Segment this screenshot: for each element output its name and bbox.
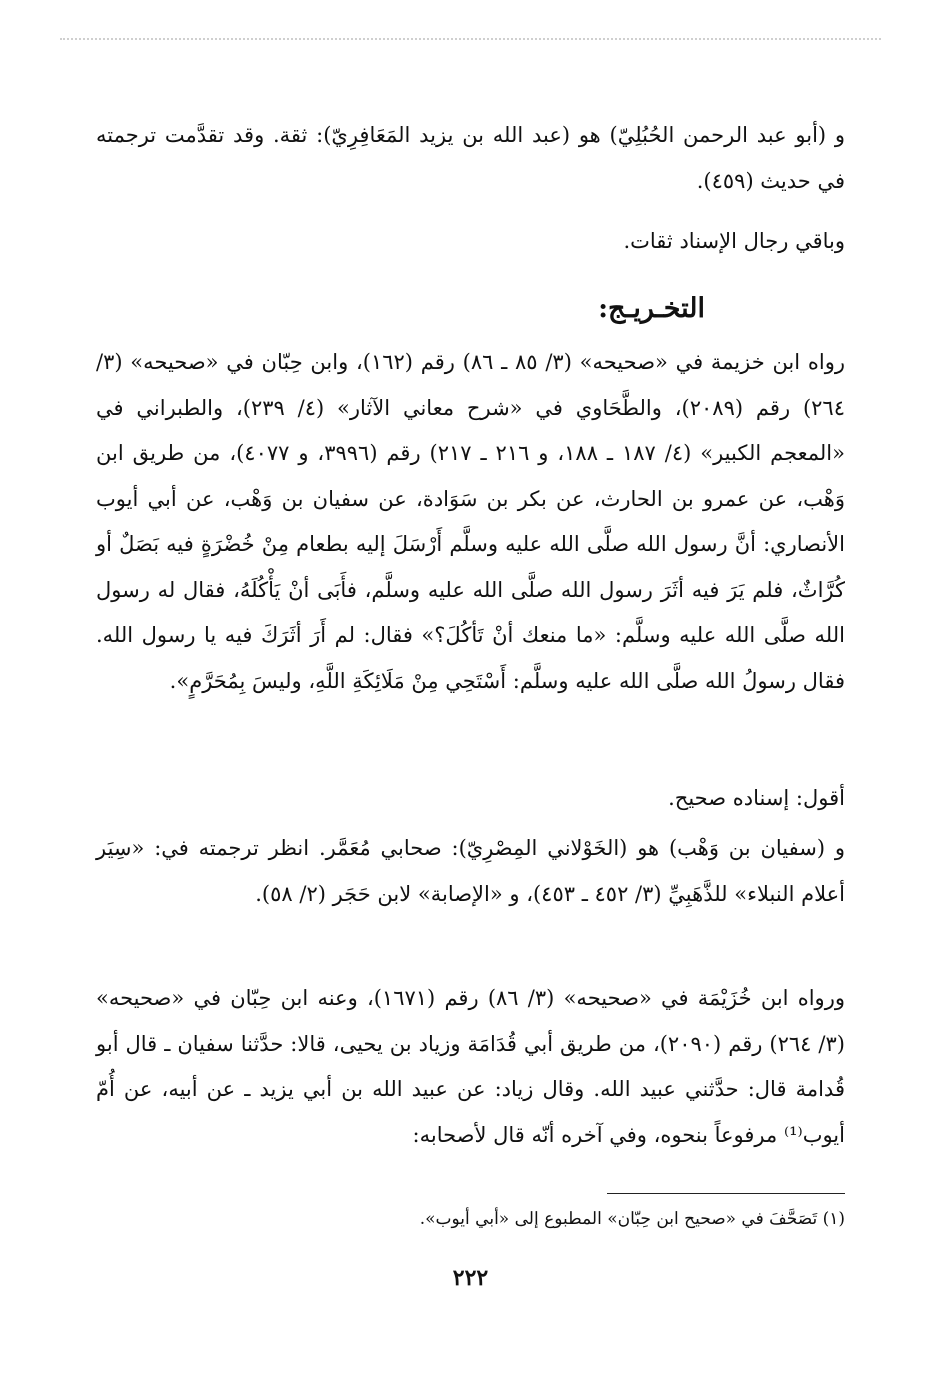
footnote-separator [607, 1193, 845, 1194]
page-number: ٢٢٢ [452, 1265, 489, 1291]
paragraph-sufyan-bin-wahb: و (سفيان بن وَهْب) هو (الخَوْلاني المِصْرِيّ): صحابي مُعَمَّر. انظر ترجمته في: «سِيَر أعلام النبلاء» للذَّهَبِيِّ (٣/ ٤٥٢ ـ ٤٥٣)، و «الإصابة» لابن حَجَر (٢/ ٥٨). [96, 836, 845, 906]
paragraph-isnad-verdict: أقول: إسناده صحيح. [668, 786, 845, 810]
paragraph-abu-abd-al-rahman: و (أبو عبد الرحمن الحُبُلِيّ) هو (عبد الله بن يزيد المَعَافِرِيّ): ثقة. وقد تقدَّمت ترجمته في حديث (٤٥٩). [96, 123, 845, 193]
paragraph-ibn-khuzaymah-second: ورواه ابن خُزَيْمَة في «صحيحه» (٣/ ٨٦) رقم (١٦٧١)، وعنه ابن حِبّان في «صحيحه» (٣/ ٢٦٤) رقم (٢٠٩٠)، من طريق أبي قُدَامَة وزياد بن يحيى، قالا: حدَّثنا سفيان ـ قال أبو قُدامة قال: حدَّثني عبيد الله. وقال زياد: عن عبيد الله بن أبي يزيد ـ عن أبيه، عن أُمّ أيوب⁽¹⁾ مرفوعاً بنحوه، وفي آخره أنّه قال لأصحابه: [96, 986, 845, 1147]
footnote-1: (١) تَصَحَّفَ في «صحيح ابن حِبّان» المطبوع إلى «أبي أيوب». [419, 1209, 845, 1229]
scan-border-speckle [60, 38, 881, 40]
paragraph-takhrij-main: رواه ابن خزيمة في «صحيحه» (٣/ ٨٥ ـ ٨٦) رقم (١٦٢)، وابن حِبّان في «صحيحه» (٣/ ٢٦٤) رقم (٢٠٨٩)، والطَّحَاوي في «شرح معاني الآثار» (٤/ ٢٣٩)، والطبراني في «المعجم الكبير» (٤/ ١٨٧ ـ ١٨٨، و ٢١٦ ـ ٢١٧) رقم (٣٩٩٦، و ٤٠٧٧)، من طريق ابن وَهْب، عن عمرو بن الحارث، عن بكر بن سَوَادة، عن سفيان بن وَهْب، عن أبي أيوب الأنصاري: أنَّ رسول الله صلَّى الله عليه وسلَّم أَرْسَلَ إليه بطعام مِنْ خُضْرَةٍ فيه بَصَلٌ أو كُرَّاثٌ، فلم يَرَ فيه أثَرَ رسول الله صلَّى الله عليه وسلَّم، فأَبَى أنْ يَأْكُلَهُ، فقال له رسول الله صلَّى الله عليه وسلَّم: «ما منعك أنْ تَأكُلَ؟» فقال: لم أَرَ أثَرَكَ فيه يا رسول الله. فقال رسولُ الله صلَّى الله عليه وسلَّم: أَسْتَحِي مِنْ مَلَائِكَةِ اللَّهِ، وليسَ بِمُحَرَّمٍ». [96, 350, 845, 693]
section-heading-takhrij: التخـريـج: [598, 293, 705, 324]
paragraph-remaining-narrators: وباقي رجال الإسناد ثقات. [623, 229, 845, 253]
